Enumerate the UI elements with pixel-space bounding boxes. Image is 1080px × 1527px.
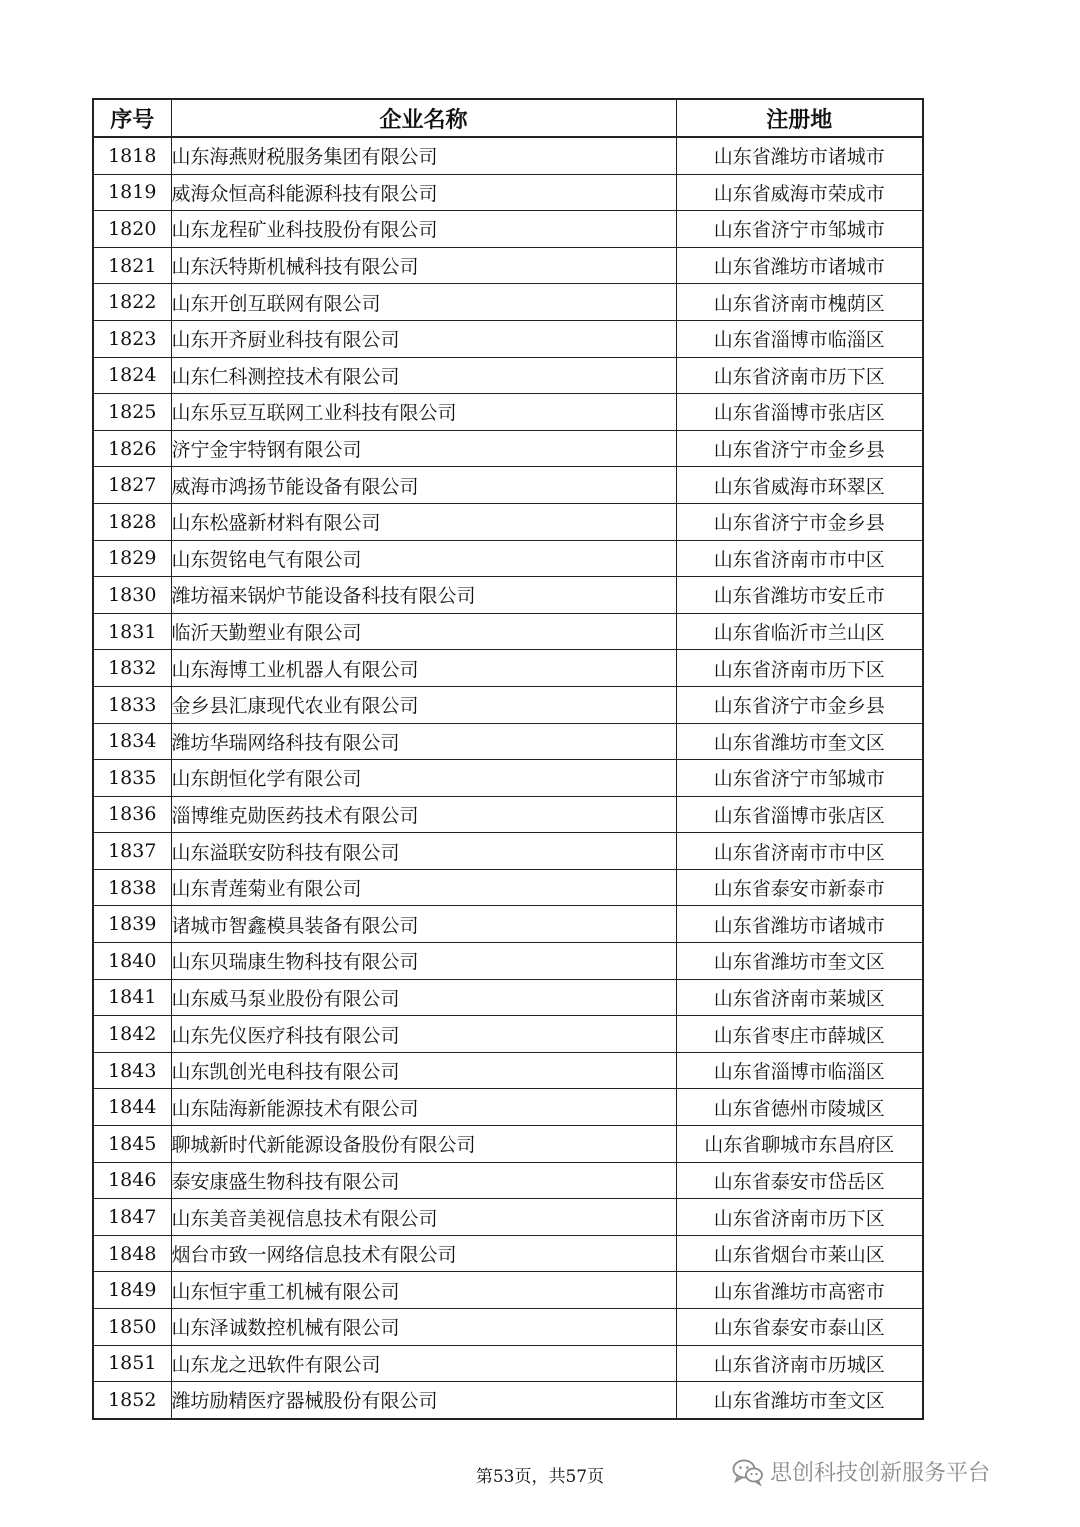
cell-registered-location: 山东省济宁市金乡县 (676, 503, 923, 540)
cell-serial: 1841 (93, 979, 171, 1016)
cell-company-name: 淄博维克勋医药技术有限公司 (171, 796, 676, 833)
table-row (93, 796, 923, 833)
cell-registered-location: 山东省济南市槐荫区 (676, 284, 923, 321)
cell-registered-location: 山东省济南市历下区 (676, 650, 923, 687)
cell-serial: 1836 (93, 796, 171, 833)
cell-registered-location: 山东省潍坊市奎文区 (676, 723, 923, 760)
table-row (93, 869, 923, 906)
cell-registered-location: 山东省济南市历下区 (676, 357, 923, 394)
cell-serial: 1849 (93, 1272, 171, 1309)
cell-company-name: 潍坊励精医疗器械股份有限公司 (171, 1382, 676, 1419)
cell-registered-location: 山东省烟台市莱山区 (676, 1235, 923, 1272)
cell-serial: 1837 (93, 833, 171, 870)
cell-company-name: 山东朗恒化学有限公司 (171, 760, 676, 797)
cell-company-name: 金乡县汇康现代农业有限公司 (171, 686, 676, 723)
table-row (93, 137, 923, 174)
header-company-name: 企业名称 (171, 99, 676, 137)
table-row (93, 943, 923, 980)
cell-registered-location: 山东省潍坊市安丘市 (676, 577, 923, 614)
cell-registered-location: 山东省济南市莱城区 (676, 979, 923, 1016)
cell-company-name: 山东沃特斯机械科技有限公司 (171, 247, 676, 284)
cell-serial: 1831 (93, 613, 171, 650)
cell-registered-location: 山东省济南市历下区 (676, 1199, 923, 1236)
cell-registered-location: 山东省济南市历城区 (676, 1345, 923, 1382)
page-number: 第53页，共57页 (475, 1467, 605, 1487)
cell-registered-location: 山东省泰安市新泰市 (676, 869, 923, 906)
cell-registered-location: 山东省潍坊市奎文区 (676, 1382, 923, 1419)
table-row (93, 320, 923, 357)
cell-registered-location: 山东省潍坊市诸城市 (676, 906, 923, 943)
cell-company-name: 山东贺铭电气有限公司 (171, 540, 676, 577)
table-row (93, 760, 923, 797)
cell-company-name: 山东开齐厨业科技有限公司 (171, 320, 676, 357)
table-row (93, 1382, 923, 1419)
table-row (93, 1089, 923, 1126)
cell-company-name: 山东凯创光电科技有限公司 (171, 1052, 676, 1089)
table-row (93, 357, 923, 394)
cell-registered-location: 山东省潍坊市诸城市 (676, 137, 923, 174)
cell-serial: 1852 (93, 1382, 171, 1419)
cell-company-name: 威海市鸿扬节能设备有限公司 (171, 467, 676, 504)
table-row (93, 394, 923, 431)
cell-registered-location: 山东省德州市陵城区 (676, 1089, 923, 1126)
cell-registered-location: 山东省聊城市东昌府区 (676, 1126, 923, 1163)
cell-company-name: 济宁金宇特钢有限公司 (171, 430, 676, 467)
table-row (93, 247, 923, 284)
cell-serial: 1847 (93, 1199, 171, 1236)
cell-company-name: 山东陆海新能源技术有限公司 (171, 1089, 676, 1126)
table-row (93, 577, 923, 614)
cell-company-name: 山东龙程矿业科技股份有限公司 (171, 211, 676, 248)
cell-company-name: 烟台市致一网络信息技术有限公司 (171, 1235, 676, 1272)
cell-company-name: 山东泽诚数控机械有限公司 (171, 1309, 676, 1346)
cell-registered-location: 山东省潍坊市奎文区 (676, 943, 923, 980)
table-row (93, 1309, 923, 1346)
cell-company-name: 山东恒宇重工机械有限公司 (171, 1272, 676, 1309)
cell-serial: 1840 (93, 943, 171, 980)
table-row (93, 174, 923, 211)
cell-serial: 1839 (93, 906, 171, 943)
table-row (93, 906, 923, 943)
table-row (93, 503, 923, 540)
cell-serial: 1819 (93, 174, 171, 211)
cell-company-name: 山东贝瑞康生物科技有限公司 (171, 943, 676, 980)
cell-registered-location: 山东省济宁市邹城市 (676, 760, 923, 797)
cell-serial: 1823 (93, 320, 171, 357)
table-row (93, 833, 923, 870)
cell-company-name: 山东开创互联网有限公司 (171, 284, 676, 321)
cell-serial: 1845 (93, 1126, 171, 1163)
table-row (93, 723, 923, 760)
cell-serial: 1829 (93, 540, 171, 577)
cell-registered-location: 山东省威海市荣成市 (676, 174, 923, 211)
cell-serial: 1833 (93, 686, 171, 723)
cell-serial: 1851 (93, 1345, 171, 1382)
cell-company-name: 聊城新时代新能源设备股份有限公司 (171, 1126, 676, 1163)
cell-registered-location: 山东省淄博市张店区 (676, 796, 923, 833)
cell-serial: 1832 (93, 650, 171, 687)
cell-company-name: 山东松盛新材料有限公司 (171, 503, 676, 540)
cell-serial: 1827 (93, 467, 171, 504)
cell-serial: 1822 (93, 284, 171, 321)
cell-registered-location: 山东省临沂市兰山区 (676, 613, 923, 650)
watermark-text: 思创科技创新服务平台 (770, 1461, 991, 1486)
table-row (93, 1162, 923, 1199)
cell-company-name: 山东乐豆互联网工业科技有限公司 (171, 394, 676, 431)
cell-serial: 1830 (93, 577, 171, 614)
table-row (93, 1126, 923, 1163)
cell-serial: 1828 (93, 503, 171, 540)
header-serial: 序号 (93, 99, 171, 137)
cell-company-name: 山东龙之迅软件有限公司 (171, 1345, 676, 1382)
table-row (93, 979, 923, 1016)
cell-serial: 1826 (93, 430, 171, 467)
cell-company-name: 山东先仪医疗科技有限公司 (171, 1016, 676, 1053)
cell-registered-location: 山东省威海市环翠区 (676, 467, 923, 504)
cell-company-name: 山东青莲菊业有限公司 (171, 869, 676, 906)
cell-serial: 1820 (93, 211, 171, 248)
table-row (93, 1052, 923, 1089)
table-row (93, 686, 923, 723)
cell-serial: 1838 (93, 869, 171, 906)
cell-company-name: 潍坊福来锅炉节能设备科技有限公司 (171, 577, 676, 614)
table-row (93, 1199, 923, 1236)
cell-company-name: 潍坊华瑞网络科技有限公司 (171, 723, 676, 760)
cell-company-name: 山东溢联安防科技有限公司 (171, 833, 676, 870)
table-row (93, 1016, 923, 1053)
watermark (732, 1456, 990, 1487)
enterprise-table (92, 98, 924, 1420)
cell-serial: 1825 (93, 394, 171, 431)
cell-company-name: 临沂天勤塑业有限公司 (171, 613, 676, 650)
table-row (93, 613, 923, 650)
cell-company-name: 诸城市智鑫模具装备有限公司 (171, 906, 676, 943)
cell-company-name: 山东海博工业机器人有限公司 (171, 650, 676, 687)
cell-registered-location: 山东省济宁市邹城市 (676, 211, 923, 248)
table-row (93, 284, 923, 321)
cell-serial: 1848 (93, 1235, 171, 1272)
cell-registered-location: 山东省济南市市中区 (676, 833, 923, 870)
cell-registered-location: 山东省潍坊市高密市 (676, 1272, 923, 1309)
cell-serial: 1844 (93, 1089, 171, 1126)
cell-serial: 1846 (93, 1162, 171, 1199)
cell-registered-location: 山东省淄博市张店区 (676, 394, 923, 431)
cell-registered-location: 山东省淄博市临淄区 (676, 320, 923, 357)
cell-registered-location: 山东省泰安市泰山区 (676, 1309, 923, 1346)
table-row (93, 1345, 923, 1382)
cell-company-name: 山东海燕财税服务集团有限公司 (171, 137, 676, 174)
cell-serial: 1843 (93, 1052, 171, 1089)
cell-company-name: 山东仁科测控技术有限公司 (171, 357, 676, 394)
cell-registered-location: 山东省泰安市岱岳区 (676, 1162, 923, 1199)
cell-serial: 1821 (93, 247, 171, 284)
cell-serial: 1834 (93, 723, 171, 760)
table-header-row (93, 99, 923, 137)
cell-registered-location: 山东省济南市市中区 (676, 540, 923, 577)
header-registered-location: 注册地 (676, 99, 923, 137)
table-row (93, 467, 923, 504)
table-row (93, 430, 923, 467)
cell-company-name: 山东威马泵业股份有限公司 (171, 979, 676, 1016)
table-row (93, 211, 923, 248)
wechat-icon (732, 1458, 764, 1486)
table-row (93, 1272, 923, 1309)
cell-serial: 1842 (93, 1016, 171, 1053)
cell-company-name: 山东美音美视信息技术有限公司 (171, 1199, 676, 1236)
table-row (93, 1235, 923, 1272)
cell-serial: 1818 (93, 137, 171, 174)
cell-registered-location: 山东省淄博市临淄区 (676, 1052, 923, 1089)
cell-serial: 1824 (93, 357, 171, 394)
cell-company-name: 泰安康盛生物科技有限公司 (171, 1162, 676, 1199)
cell-registered-location: 山东省潍坊市诸城市 (676, 247, 923, 284)
table-row (93, 650, 923, 687)
cell-company-name: 威海众恒高科能源科技有限公司 (171, 174, 676, 211)
cell-serial: 1835 (93, 760, 171, 797)
table-row (93, 540, 923, 577)
cell-registered-location: 山东省济宁市金乡县 (676, 430, 923, 467)
cell-registered-location: 山东省济宁市金乡县 (676, 686, 923, 723)
cell-registered-location: 山东省枣庄市薛城区 (676, 1016, 923, 1053)
cell-serial: 1850 (93, 1309, 171, 1346)
